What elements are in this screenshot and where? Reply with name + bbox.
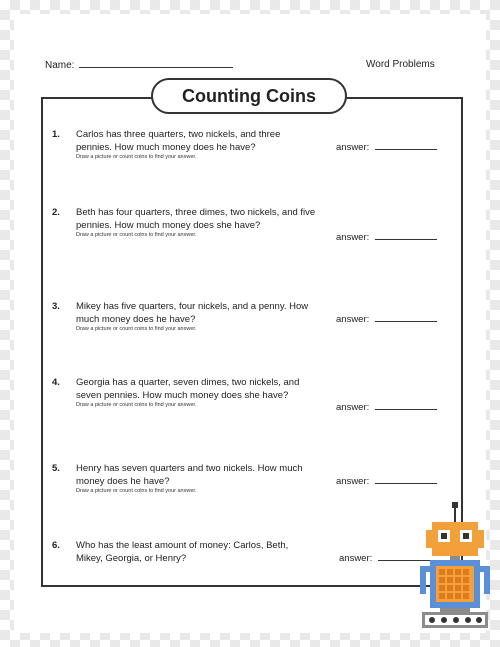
answer-field[interactable] [336,141,437,153]
problem-text: Carlos has three quarters, two nickels, and three pennies. How much money does he have? [76,129,281,153]
problem-hint: Draw a picture or count coins to find your answer. [76,232,197,238]
answer-field[interactable] [336,231,437,243]
problem-text: Henry has seven quarters and two nickels. How much money does he have? [76,463,303,487]
robot-body [430,560,480,608]
problem-number: 6. [52,540,60,551]
problem-hint: Draw a picture or count coins to find your answer. [76,154,197,160]
problem-text-block [76,540,316,565]
answer-label: answer: [336,232,370,243]
problem-hint: Draw a picture or count coins to find your answer. [76,326,197,332]
name-field[interactable] [45,59,233,71]
problem-text-block [76,377,316,409]
answer-field[interactable] [336,313,437,325]
problem-hint: Draw a picture or count coins to find your answer. [76,488,197,494]
problem-text: Georgia has a quarter, seven dimes, two nickels, and seven pennies. How much money does she have? [76,377,300,401]
worksheet-topic: Word Problems [366,59,435,70]
name-blank-line[interactable] [79,59,233,68]
answer-field[interactable] [336,401,437,413]
problem-number: 5. [52,463,60,474]
answer-field[interactable] [336,475,437,487]
answer-label: answer: [339,553,373,564]
robot-head [426,522,484,556]
problem-number: 3. [52,301,60,312]
problem-number: 1. [52,129,60,140]
robot-illustration [412,496,496,638]
problem-text-block [76,207,316,239]
problem-text-block [76,301,316,333]
answer-label: answer: [336,476,370,487]
problem-text-block [76,463,316,495]
problem-text-block [76,129,316,161]
worksheet-title-box [151,78,347,114]
robot-antenna-tip [452,502,458,508]
robot-antenna [454,508,456,522]
problem-text: Who has the least amount of money: Carlos, Beth, Mikey, Georgia, or Henry? [76,540,289,564]
robot-wheel-base [422,608,488,628]
problem-text: Beth has four quarters, three dimes, two nickels, and five pennies. How much money does she have? [76,207,316,231]
answer-blank-line[interactable] [375,231,437,240]
answer-label: answer: [336,402,370,413]
answer-blank-line[interactable] [375,401,437,410]
problem-number: 4. [52,377,60,388]
problems-frame [41,97,463,587]
answer-label: answer: [336,142,370,153]
worksheet-title: Counting Coins [182,85,316,106]
name-label: Name: [45,60,75,71]
answer-blank-line[interactable] [375,141,437,150]
answer-label: answer: [336,314,370,325]
problem-text: Mikey has five quarters, four nickels, and a penny. How much money does he have? [76,301,309,325]
answer-blank-line[interactable] [375,475,437,484]
problem-hint: Draw a picture or count coins to find your answer. [76,402,197,408]
answer-blank-line[interactable] [375,313,437,322]
problem-number: 2. [52,207,60,218]
